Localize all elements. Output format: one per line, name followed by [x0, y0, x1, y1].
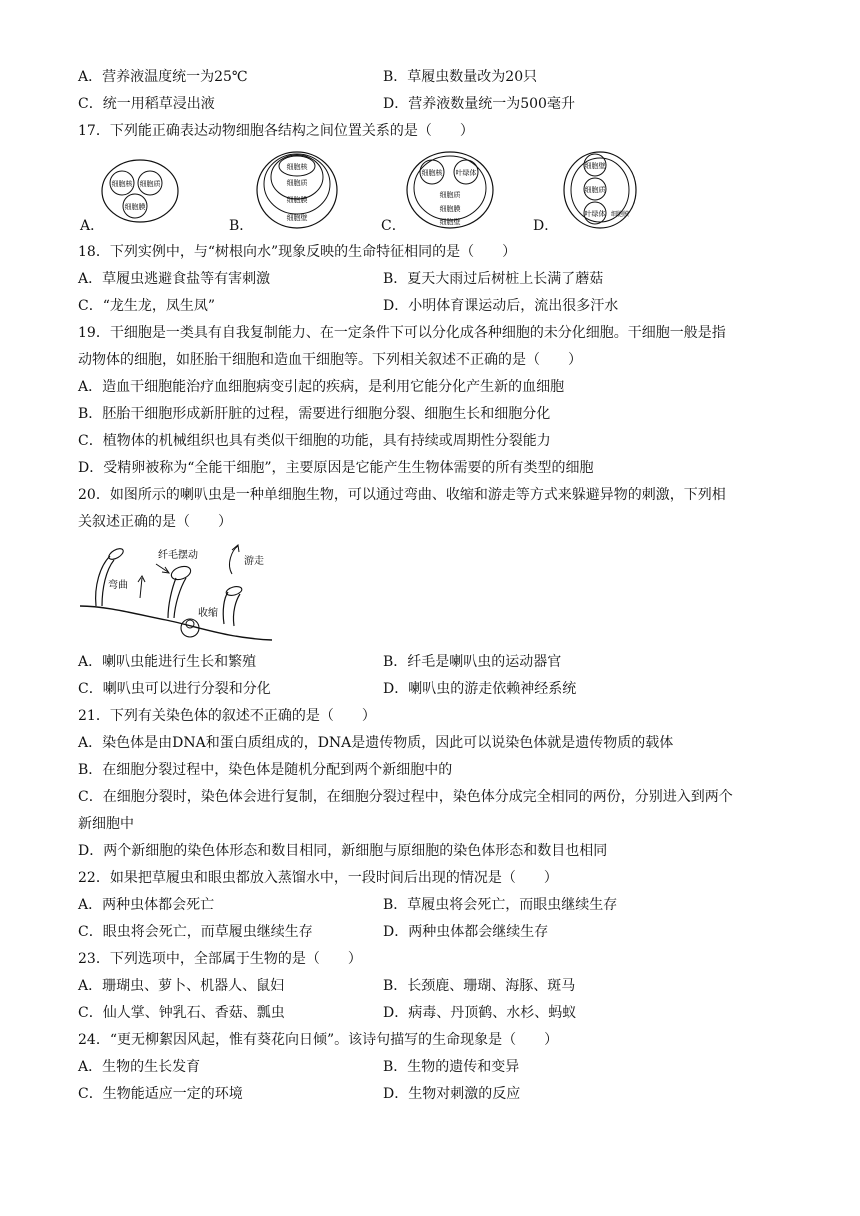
q17-label-b: B．	[229, 218, 254, 234]
q19-option-a: A．造血干细胞能治疗血细胞病变引起的疾病，是利用它能分化产生新的血细胞	[78, 379, 565, 395]
q17-diagram-c	[405, 150, 495, 230]
q20-trumpet-animalcule-figure	[76, 536, 276, 644]
q18-option-a: A．草履虫逃避食盐等有害刺激	[78, 271, 271, 287]
q17-diagram-b	[255, 150, 339, 230]
q19-stem-line2: 动物体的细胞，如胚胎干细胞和造血干细胞等。下列相关叙述不正确的是（ ）	[78, 352, 582, 368]
q17b-nucleus-text: 细胞核	[286, 163, 308, 171]
q17a-membrane-text: 细胞膜	[124, 203, 146, 211]
q23-option-c: C．仙人掌、钟乳石、香菇、瓢虫	[78, 1005, 285, 1021]
q21-stem: 21．下列有关染色体的叙述不正确的是（ ）	[78, 708, 376, 724]
q17b-wall-text: 细胞壁	[286, 214, 308, 222]
q17-label-c: C．	[381, 218, 406, 234]
q23-option-d: D．病毒、丹顶鹤、水杉、蚂蚁	[383, 1005, 577, 1021]
q20-stem-line2: 关叙述正确的是（ ）	[78, 514, 232, 530]
q17-diagram-d	[560, 150, 640, 230]
q19-option-b: B．胚胎干细胞形成新肝脏的过程，需要进行细胞分裂、细胞生长和细胞分化	[78, 406, 551, 422]
q17d-cytoplasm-text: 细胞质	[584, 186, 606, 194]
q17d-chloroplast-text: 叶绿体	[584, 210, 606, 218]
q17-label-a: A．	[80, 218, 105, 234]
q20-option-d: D．喇叭虫的游走依赖神经系统	[383, 681, 577, 697]
q24-stem: 24．“更无柳絮因风起，惟有葵花向日倾”。该诗句描写的生命现象是（ ）	[78, 1032, 559, 1048]
q23-option-a: A．珊瑚虫、萝卜、机器人、鼠妇	[78, 978, 285, 994]
q24-option-c: C．生物能适应一定的环境	[78, 1086, 243, 1102]
q21-option-a: A．染色体是由DNA和蛋白质组成的，DNA是遗传物质，因此可以说染色体就是遗传物质的载体	[78, 735, 674, 751]
q21-option-b: B．在细胞分裂过程中，染色体是随机分配到两个新细胞中的	[78, 762, 453, 778]
q17d-membrane-text: 细胞膜	[610, 211, 630, 218]
q22-option-b: B．草履虫将会死亡，而眼虫继续生存	[383, 897, 618, 913]
q18-option-c: C．“龙生龙，凤生凤”	[78, 298, 216, 314]
q17b-cytoplasm-text: 细胞质	[286, 179, 308, 187]
q21-option-d: D．两个新细胞的染色体形态和数目相同，新细胞与原细胞的染色体形态和数目也相同	[78, 843, 608, 859]
q21-option-c-line1: C．在细胞分裂时，染色体会进行复制，在细胞分裂过程中，染色体分成完全相同的两份，分别进入到两个	[78, 789, 733, 805]
q21-option-c-line2: 新细胞中	[78, 816, 134, 832]
q20-label-swim: 游走	[244, 556, 264, 567]
q16-option-b: B．草履虫数量改为20只	[383, 69, 538, 85]
q20-option-a: A．喇叭虫能进行生长和繁殖	[78, 654, 257, 670]
q24-option-a: A．生物的生长发育	[78, 1059, 201, 1075]
q19-stem-line1: 19．干细胞是一类具有自我复制能力、在一定条件下可以分化成各种细胞的未分化细胞。干细胞一般是指	[78, 325, 726, 341]
q22-stem: 22．如果把草履虫和眼虫都放入蒸馏水中，一段时间后出现的情况是（ ）	[78, 870, 558, 886]
q20-label-cilia: 纤毛摆动	[158, 550, 198, 561]
q22-option-a: A．两种虫体都会死亡	[78, 897, 215, 913]
q18-option-b: B．夏天大雨过后树桩上长满了蘑菇	[383, 271, 604, 287]
q17b-membrane-text: 细胞膜	[286, 196, 308, 204]
q17-diagram-a	[100, 158, 180, 224]
q20-option-c: C．喇叭虫可以进行分裂和分化	[78, 681, 271, 697]
q20-option-b: B．纤毛是喇叭虫的运动器官	[383, 654, 562, 670]
q17c-chloroplast-text: 叶绿体	[455, 169, 477, 177]
q19-option-c: C．植物体的机械组织也具有类似干细胞的功能，具有持续或周期性分裂能力	[78, 433, 551, 449]
q19-option-d: D．受精卵被称为“全能干细胞”，主要原因是它能产生生物体需要的所有类型的细胞	[78, 460, 594, 476]
q17c-cytoplasm-text: 细胞质	[439, 191, 461, 199]
q17a-nucleus-text: 细胞核	[111, 180, 133, 188]
q24-option-b: B．生物的遗传和变异	[383, 1059, 520, 1075]
q22-option-c: C．眼虫将会死亡，而草履虫继续生存	[78, 924, 313, 940]
q18-stem: 18．下列实例中，与“树根向水”现象反映的生命特征相同的是（ ）	[78, 244, 517, 260]
q23-stem: 23．下列选项中，全部属于生物的是（ ）	[78, 951, 362, 967]
q17a-cytoplasm-text: 细胞质	[139, 180, 161, 188]
q24-option-d: D．生物对刺激的反应	[383, 1086, 521, 1102]
q17-label-d: D．	[533, 218, 559, 234]
q17c-membrane-text: 细胞膜	[439, 205, 461, 213]
q16-option-a: A．营养液温度统一为25℃	[78, 69, 248, 85]
q20-label-contract: 收缩	[198, 608, 218, 619]
q16-option-c: C．统一用稻草浸出液	[78, 96, 215, 112]
q23-option-b: B．长颈鹿、珊瑚、海豚、斑马	[383, 978, 576, 994]
q17d-wall-text: 细胞壁	[584, 162, 606, 170]
q17c-wall-text: 细胞壁	[439, 218, 461, 226]
q18-option-d: D．小明体育课运动后，流出很多汗水	[383, 298, 619, 314]
q17c-nucleus-text: 细胞核	[421, 169, 443, 177]
q22-option-d: D．两种虫体都会继续生存	[383, 924, 549, 940]
q17-stem: 17．下列能正确表达动物细胞各结构之间位置关系的是（ ）	[78, 123, 474, 139]
q20-stem-line1: 20．如图所示的喇叭虫是一种单细胞生物，可以通过弯曲、收缩和游走等方式来躲避异物的刺激，下列相	[78, 487, 726, 503]
q20-label-bend: 弯曲	[108, 580, 128, 591]
q16-option-d: D．营养液数量统一为500毫升	[383, 96, 575, 112]
